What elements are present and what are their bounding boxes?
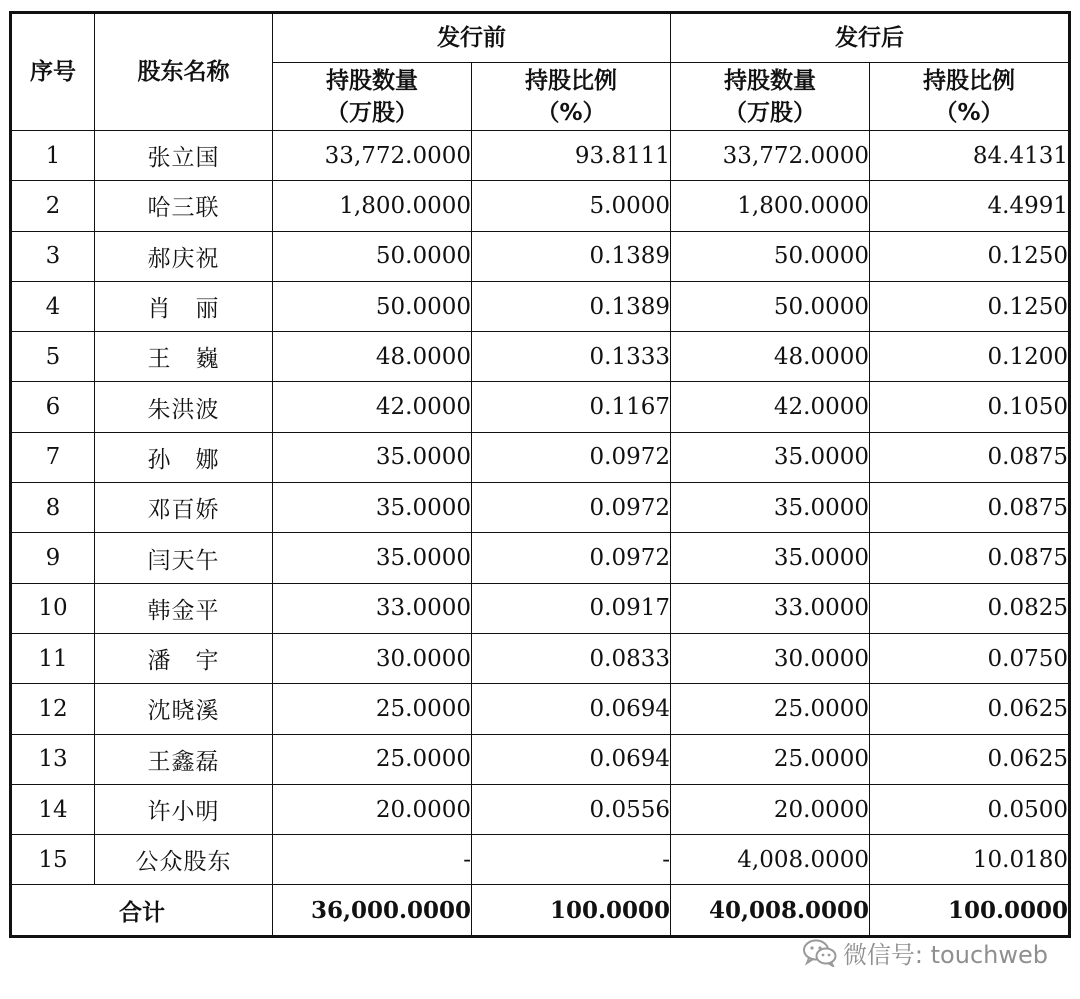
cell-after-shares: 42.0000 <box>671 382 870 432</box>
cell-name: 公众股东 <box>95 835 273 885</box>
table-row <box>11 835 1070 885</box>
cell-after-ratio: 0.0825 <box>870 583 1070 633</box>
cell-after-ratio: 0.0750 <box>870 633 1070 683</box>
cell-seq: 3 <box>11 231 95 281</box>
cell-before-shares: 50.0000 <box>273 231 472 281</box>
cell-after-shares: 50.0000 <box>671 231 870 281</box>
cell-name: 孙 娜 <box>95 432 273 482</box>
total-after-ratio: 100.0000 <box>870 885 1070 937</box>
cell-before-ratio: 0.1389 <box>472 281 671 331</box>
cell-name: 潘 宇 <box>95 633 273 683</box>
cell-after-ratio: 0.0875 <box>870 533 1070 583</box>
cell-after-shares: 35.0000 <box>671 533 870 583</box>
cell-before-shares: 48.0000 <box>273 332 472 382</box>
header-shares-label: 持股数量 <box>326 67 418 94</box>
header-after: 发行后 <box>671 13 1070 63</box>
table-row <box>11 332 1070 382</box>
cell-name: 哈三联 <box>95 181 273 231</box>
header-before: 发行前 <box>273 13 671 63</box>
cell-after-shares: 35.0000 <box>671 432 870 482</box>
cell-before-shares: 33.0000 <box>273 583 472 633</box>
cell-after-shares: 30.0000 <box>671 633 870 683</box>
cell-name: 朱洪波 <box>95 382 273 432</box>
table-row <box>11 533 1070 583</box>
table-row <box>11 633 1070 683</box>
watermark-text: 微信号: touchweb <box>842 941 1048 969</box>
cell-before-ratio: 0.0694 <box>472 684 671 734</box>
cell-seq: 9 <box>11 533 95 583</box>
total-before-ratio: 100.0000 <box>472 885 671 937</box>
header-ratio-unit: （%） <box>536 99 606 126</box>
cell-before-shares: 35.0000 <box>273 483 472 533</box>
header-shares-unit: （万股） <box>326 99 418 126</box>
cell-before-shares: 30.0000 <box>273 633 472 683</box>
cell-before-ratio: 0.1389 <box>472 231 671 281</box>
cell-before-ratio: 5.0000 <box>472 181 671 231</box>
cell-after-ratio: 0.1250 <box>870 231 1070 281</box>
header-shares-label: 持股数量 <box>724 67 816 94</box>
cell-before-shares: 25.0000 <box>273 734 472 784</box>
cell-after-shares: 1,800.0000 <box>671 181 870 231</box>
cell-after-shares: 35.0000 <box>671 483 870 533</box>
cell-seq: 6 <box>11 382 95 432</box>
watermark <box>803 935 1048 970</box>
header-before-ratio <box>472 63 671 131</box>
cell-after-shares: 4,008.0000 <box>671 835 870 885</box>
cell-seq: 7 <box>11 432 95 482</box>
cell-after-shares: 20.0000 <box>671 784 870 834</box>
cell-before-ratio: 0.0556 <box>472 784 671 834</box>
cell-before-ratio: - <box>472 835 671 885</box>
table-row <box>11 382 1070 432</box>
cell-after-ratio: 10.0180 <box>870 835 1070 885</box>
cell-after-ratio: 0.0875 <box>870 483 1070 533</box>
cell-seq: 14 <box>11 784 95 834</box>
table-row <box>11 483 1070 533</box>
table-row <box>11 583 1070 633</box>
total-after-shares: 40,008.0000 <box>671 885 870 937</box>
cell-seq: 5 <box>11 332 95 382</box>
cell-after-ratio: 84.4131 <box>870 131 1070 181</box>
table-row <box>11 734 1070 784</box>
cell-name: 张立国 <box>95 131 273 181</box>
header-after-ratio <box>870 63 1070 131</box>
cell-before-shares: 50.0000 <box>273 281 472 331</box>
cell-seq: 1 <box>11 131 95 181</box>
shareholding-table <box>9 11 1071 938</box>
cell-name: 王鑫磊 <box>95 734 273 784</box>
table-row <box>11 181 1070 231</box>
table-row <box>11 131 1070 181</box>
header-ratio-unit: （%） <box>934 99 1004 126</box>
cell-name: 肖 丽 <box>95 281 273 331</box>
table-row <box>11 231 1070 281</box>
cell-seq: 15 <box>11 835 95 885</box>
cell-before-ratio: 0.0917 <box>472 583 671 633</box>
header-after-shares <box>671 63 870 131</box>
cell-before-shares: 42.0000 <box>273 382 472 432</box>
cell-before-ratio: 0.0833 <box>472 633 671 683</box>
cell-seq: 13 <box>11 734 95 784</box>
table-row <box>11 281 1070 331</box>
cell-before-ratio: 93.8111 <box>472 131 671 181</box>
cell-after-shares: 50.0000 <box>671 281 870 331</box>
table-row <box>11 784 1070 834</box>
cell-before-shares: 35.0000 <box>273 432 472 482</box>
cell-seq: 12 <box>11 684 95 734</box>
header-ratio-label: 持股比例 <box>923 67 1015 94</box>
cell-after-ratio: 0.0625 <box>870 684 1070 734</box>
total-row <box>11 885 1070 937</box>
cell-seq: 11 <box>11 633 95 683</box>
cell-before-shares: - <box>273 835 472 885</box>
cell-before-ratio: 0.0972 <box>472 533 671 583</box>
total-label: 合计 <box>11 885 273 937</box>
cell-after-shares: 48.0000 <box>671 332 870 382</box>
cell-name: 许小明 <box>95 784 273 834</box>
cell-name: 王 巍 <box>95 332 273 382</box>
cell-name: 闫天午 <box>95 533 273 583</box>
cell-before-ratio: 0.0972 <box>472 483 671 533</box>
cell-after-shares: 33.0000 <box>671 583 870 633</box>
cell-before-ratio: 0.0694 <box>472 734 671 784</box>
cell-before-shares: 25.0000 <box>273 684 472 734</box>
cell-after-shares: 33,772.0000 <box>671 131 870 181</box>
header-name: 股东名称 <box>95 13 273 131</box>
cell-name: 郝庆祝 <box>95 231 273 281</box>
header-ratio-label: 持股比例 <box>525 67 617 94</box>
cell-name: 邓百娇 <box>95 483 273 533</box>
cell-before-shares: 35.0000 <box>273 533 472 583</box>
cell-seq: 8 <box>11 483 95 533</box>
cell-before-ratio: 0.1333 <box>472 332 671 382</box>
header-seq: 序号 <box>11 13 95 131</box>
cell-before-shares: 33,772.0000 <box>273 131 472 181</box>
cell-after-ratio: 0.1050 <box>870 382 1070 432</box>
cell-after-shares: 25.0000 <box>671 734 870 784</box>
cell-after-shares: 25.0000 <box>671 684 870 734</box>
header-shares-unit: （万股） <box>724 99 816 126</box>
header-before-shares <box>273 63 472 131</box>
cell-seq: 4 <box>11 281 95 331</box>
table-row <box>11 684 1070 734</box>
wechat-icon <box>803 939 837 967</box>
cell-name: 韩金平 <box>95 583 273 633</box>
cell-after-ratio: 4.4991 <box>870 181 1070 231</box>
cell-before-shares: 20.0000 <box>273 784 472 834</box>
cell-before-shares: 1,800.0000 <box>273 181 472 231</box>
cell-seq: 10 <box>11 583 95 633</box>
cell-seq: 2 <box>11 181 95 231</box>
cell-after-ratio: 0.0875 <box>870 432 1070 482</box>
table-row <box>11 432 1070 482</box>
cell-name: 沈晓溪 <box>95 684 273 734</box>
cell-after-ratio: 0.0625 <box>870 734 1070 784</box>
cell-after-ratio: 0.1250 <box>870 281 1070 331</box>
cell-before-ratio: 0.0972 <box>472 432 671 482</box>
cell-before-ratio: 0.1167 <box>472 382 671 432</box>
cell-after-ratio: 0.1200 <box>870 332 1070 382</box>
cell-after-ratio: 0.0500 <box>870 784 1070 834</box>
total-before-shares: 36,000.0000 <box>273 885 472 937</box>
